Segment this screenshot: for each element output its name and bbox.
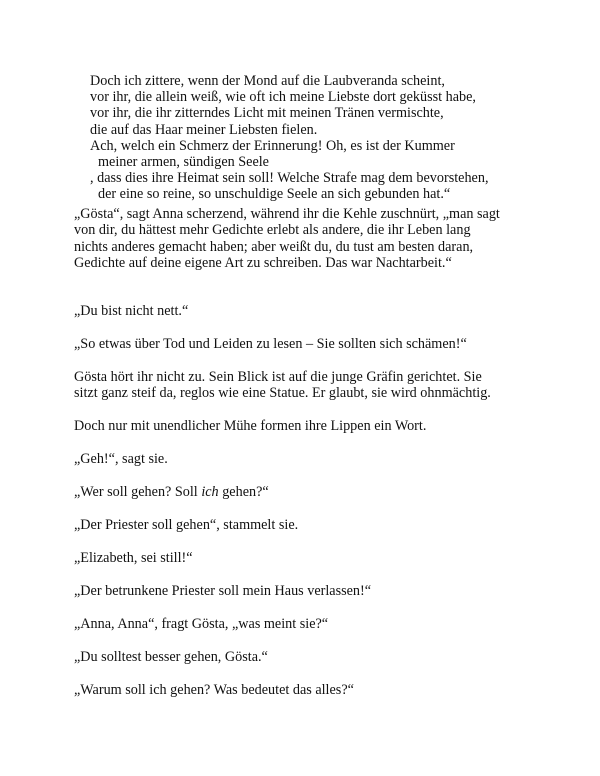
- paragraph-elizabeth: „Elizabeth, sei still!“: [74, 550, 193, 566]
- paragraph-better-go: „Du solltest besser gehen, Gösta.“: [74, 649, 268, 665]
- paragraph-anna-anna: „Anna, Anna“, fragt Gösta, „was meint sie?“: [74, 616, 329, 632]
- poem-line: der eine so reine, so unschuldige Seele an sich gebunden hat.“: [98, 186, 451, 203]
- paragraph-line: Gösta hört ihr nicht zu. Sein Blick ist auf die junge Gräfin gerichtet. Sie: [74, 369, 482, 385]
- text-run: „Wer soll gehen? Soll: [74, 484, 202, 500]
- paragraph-not-nice: „Du bist nicht nett.“: [74, 303, 189, 319]
- poem-line: vor ihr, die ihr zitterndes Licht mit meinen Tränen vermischte,: [90, 105, 444, 122]
- paragraph-priest-go: „Der Priester soll gehen“, stammelt sie.: [74, 517, 299, 533]
- poem-line: Ach, welch ein Schmerz der Erinnerung! Oh, es ist der Kummer: [90, 137, 455, 154]
- italic-emphasis: ich: [201, 484, 219, 500]
- paragraph-why-go: „Warum soll ich gehen? Was bedeutet das alles?“: [74, 682, 354, 698]
- paragraph-line: sitzt ganz steif da, reglos wie eine Statue. Er glaubt, sie wird ohnmächtig.: [74, 385, 491, 402]
- paragraph-shame: „So etwas über Tod und Leiden zu lesen – Sie sollten sich schämen!“: [74, 336, 467, 352]
- paragraph-who-should-go: [74, 484, 544, 500]
- text-run: gehen?“: [218, 484, 269, 500]
- poem-line: , dass dies ihre Heimat sein soll! Welche Strafe mag dem bevorstehen,: [90, 170, 489, 187]
- poem-line: meiner armen, sündigen Seele: [98, 154, 269, 171]
- paragraph-line: Gedichte auf deine eigene Art zu schreiben. Das war Nachtarbeit.“: [74, 254, 452, 271]
- poem-line: Doch ich zittere, wenn der Mond auf die Laubveranda scheint,: [90, 73, 445, 89]
- poem-line: die auf das Haar meiner Liebsten fielen.: [90, 121, 318, 138]
- paragraph-drunk-priest: „Der betrunkene Priester soll mein Haus verlassen!“: [74, 583, 372, 599]
- poem-line: vor ihr, die allein weiß, wie oft ich meine Liebste dort geküsst habe,: [90, 89, 476, 106]
- paragraph-lips: Doch nur mit unendlicher Mühe formen ihre Lippen ein Wort.: [74, 418, 427, 434]
- paragraph-go: „Geh!“, sagt sie.: [74, 451, 168, 467]
- paragraph-line: „Gösta“, sagt Anna scherzend, während ihr die Kehle zuschnürt, „man sagt: [74, 206, 500, 222]
- poem-block: [90, 73, 530, 203]
- paragraph-line: nichts anderes gemacht haben; aber weißt du, du tust am besten daran,: [74, 238, 474, 255]
- paragraph-line: von dir, du hättest mehr Gedichte erlebt als andere, die ihr Leben lang: [74, 222, 471, 239]
- paragraph-gosta-gaze: [74, 369, 544, 402]
- paragraph-anna-speech: [74, 206, 544, 271]
